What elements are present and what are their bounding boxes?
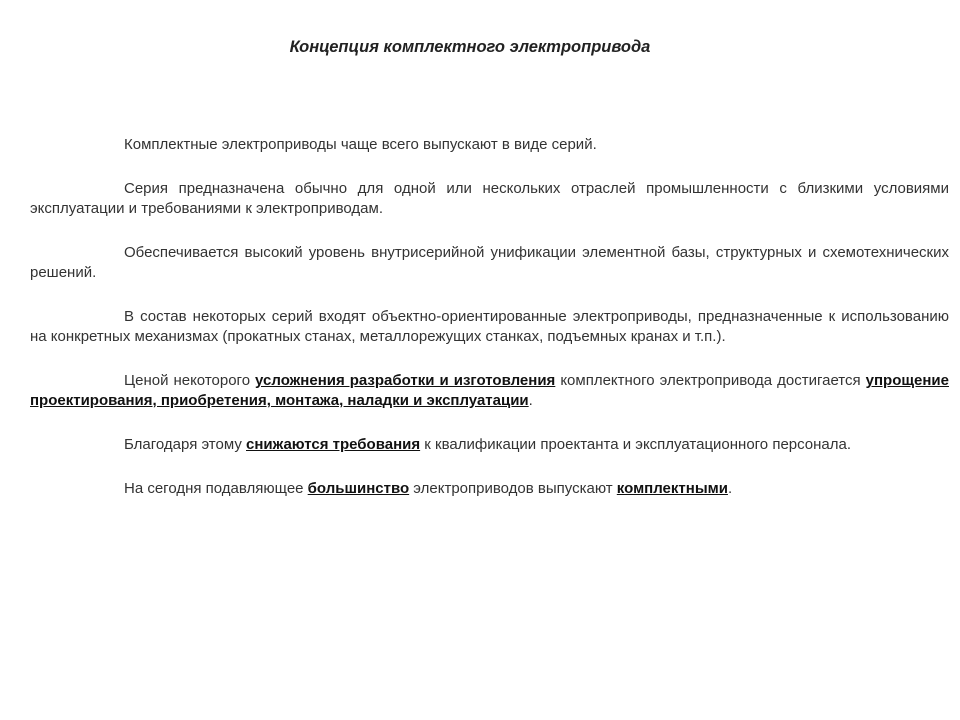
paragraph-text: к квалификации проектанта и эксплуатационного персонала. [420,436,852,453]
emphasis-requirements: снижаются требования [246,436,421,453]
emphasis-complete: комплектными [616,480,728,497]
paragraph-text: электроприводов выпускают [409,480,617,497]
paragraph-unification: Обеспечивается высокий уровень внутрисерийной унификации элементной базы, структурных и схемотехнических решений. [30,244,949,281]
paragraph-text: . [528,392,533,409]
emphasis-complication: усложнения разработки и изготовления [255,372,556,389]
paragraph-requirements [30,435,949,455]
paragraph-text: Благодаря этому [124,436,246,453]
emphasis-simplification: упрощение проектирования, приобретения, монтажа, наладки и эксплуатации [30,372,949,409]
emphasis-majority: большинство [307,480,410,497]
slide-title: Концепция комплектного электропривода [289,38,651,56]
paragraph-text: Ценой некоторого [124,372,256,389]
paragraph-series: Комплектные электроприводы чаще всего выпускают в виде серий. [124,136,597,153]
slide-body [30,135,949,523]
paragraph-object-oriented: В состав некоторых серий входят объектно-ориентированные электроприводы, предназначенные к использованию на конкретных механизмах (прокатных станах, металлорежущих станках, подъемных кранах и т.п.). [30,308,949,345]
paragraph-text: . [727,480,733,497]
paragraph-cost-tradeoff [30,371,949,411]
paragraph-today [30,479,949,499]
paragraph-text: На сегодня подавляющее [124,480,308,497]
paragraph-text: комплектного электропривода достигается [555,372,866,389]
paragraph-series-purpose: Серия предназначена обычно для одной или нескольких отраслей промышленности с близкими условиями эксплуатации и требованиями к электроприводам. [30,180,949,217]
